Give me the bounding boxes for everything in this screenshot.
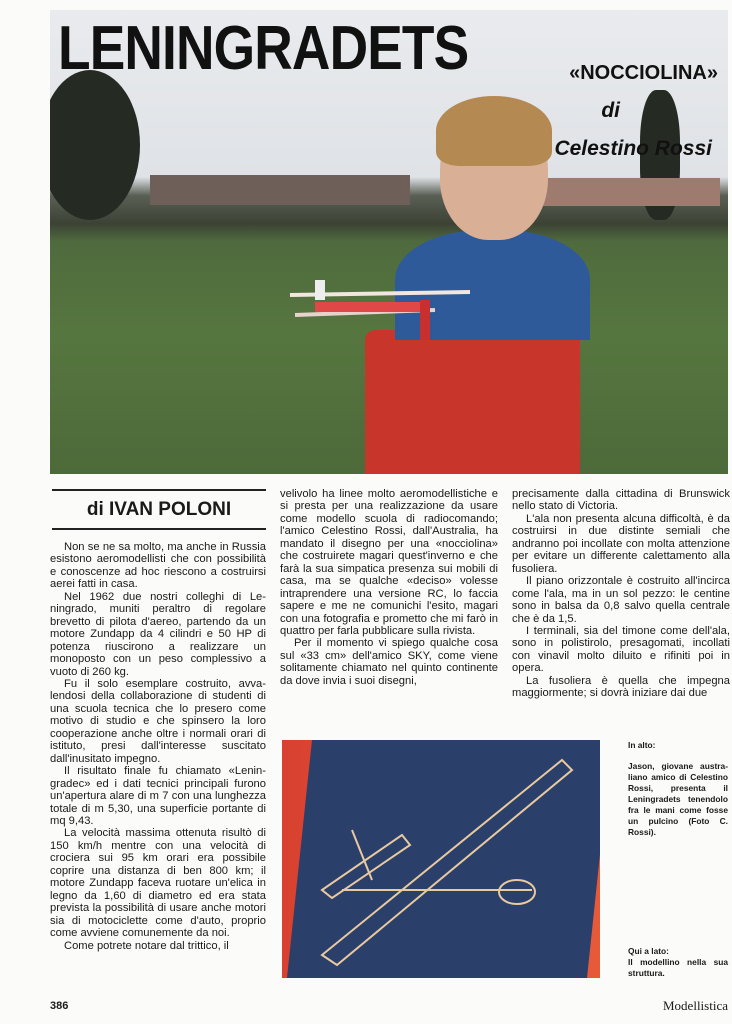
balsa-model-skeleton	[282, 740, 600, 978]
sweater	[365, 330, 580, 474]
paragraph: Fu il solo esemplare costruito, avvalendosi della collaborazione di studenti di una scuola tecnica che lo presero come motivo di studio e che spinsero la loro cooperazione anche oltre i normali orari di istituto, presi dall'interesse suscitato dall'inusitato impegno.	[50, 677, 266, 765]
subtitle-di: di	[601, 99, 620, 122]
caption-top	[628, 740, 728, 838]
paragraph: Per il momento vi spiego qualche cosa sul «33 cm» dell'amico SKY, come viene solitamente chiamato nel quinto continente da dove invia i suoi disegni,	[280, 637, 498, 687]
paragraph: La velocità massima ottenuta risultò di 150 km/h mentre con una velocità di crociera sui 95 km orari era possibile coprire una distanza di ben 800 km; il motore Zundapp faceva ruotare un'elica in legno da 1,60 di diametro ed era stata prevista la possibilità di usare anche motori sia di motociclette come d'auto, proprio come avviene comunemente da noi.	[50, 827, 266, 940]
article-title: LENINGRADETS	[58, 14, 469, 83]
model-plane	[285, 280, 475, 340]
text-column-1	[50, 541, 266, 952]
page-number: 386	[50, 1000, 69, 1012]
paragraph: precisamente dalla cittadina di Brunswick nello stato di Victoria.	[512, 488, 730, 513]
paragraph: Nel 1962 due nostri colleghi di Leningrado, muniti peraltro di regolare brevetto di pilota d'aereo, partendo da un motore Zundapp da 4 cilindri e 50 HP di potenza riuscirono a realizzare un monoposto con un peso complessivo a vuoto di 260 kg.	[50, 590, 266, 678]
paragraph: Come potrete notare dal trittico, il	[64, 939, 229, 952]
subtitle-author: Celestino Rossi	[554, 137, 712, 160]
houses	[520, 178, 720, 206]
caption-label: Qui a lato:	[628, 946, 669, 956]
paragraph: Non se ne sa molto, ma anche in Russia esistono aeromodellisti che con possibilità e conoscenze ad hoc riescono a costruirsi aerei fatti in casa.	[50, 541, 266, 591]
paragraph: velivolo ha linee molto aeromodellistiche e si presta per una realizzazione da usare come modello scuola di radiocomando; l'amico Celestino Rossi, dall'Australia, ha mandato il disegno per una «nocciolina» che costruirete magari quest'inverno e che farà la sua simpatica presenza sui mobili di casa, ma se qualche «deciso» volesse intraprendere una versione RC, lo faccia sapere e me ne comunichi l'esito, magari con una fotografia e prometto che mi farò in quattro per farla pubblicare sulla rivista.	[280, 488, 498, 637]
houses	[150, 175, 410, 205]
caption-text: Il modellino nella sua struttura.	[628, 957, 728, 978]
model-structure-photo	[282, 740, 600, 978]
article-subtitle-block	[554, 62, 718, 161]
tree	[50, 70, 140, 220]
paragraph: Il risultato finale fu chiamato «Leningradec» ed i dati tecnici principali furono un'apertura alare di m 7 con una lunghezza totale di m 5,30, una superficie portante di mq 9,43.	[50, 765, 266, 827]
boy-hair	[436, 96, 552, 166]
magazine-name: Modellistica	[663, 998, 728, 1013]
text-column-2	[280, 488, 498, 687]
paragraph: I terminali, sia del timone come dell'ala, sono in polistirolo, presagomati, incollati con vinavil molto diluito e rifiniti poi in opera.	[512, 624, 730, 675]
paragraph: La fusoliera è quella che impegna maggiormente; si dovrà iniziare dai due	[512, 674, 730, 700]
article-subtitle: «NOCCIOLINA»	[569, 62, 718, 84]
paragraph: L'ala non presenta alcuna difficoltà, è da costruirsi in due distinte semiali che andranno poi incollate con molta attenzione per evitare un differente calettamento alla fusoliera.	[512, 512, 730, 575]
paragraph: Il piano orizzontale è costruito all'incirca come l'ala, ma in un sol pezzo: le centine sono in balsa da 0,8 salvo quella centrale che è da 1,5.	[512, 575, 730, 625]
text-column-3	[512, 488, 730, 700]
caption-text: Jason, giovane australiano amico di Celestino Rossi, presenta il Leningradets tenendolo fra le mani come fosse un pulcino (Foto C. Rossi).	[628, 761, 728, 837]
caption-side	[628, 946, 728, 979]
byline: di IVAN POLONI	[52, 489, 266, 530]
caption-label: In alto:	[628, 740, 656, 750]
